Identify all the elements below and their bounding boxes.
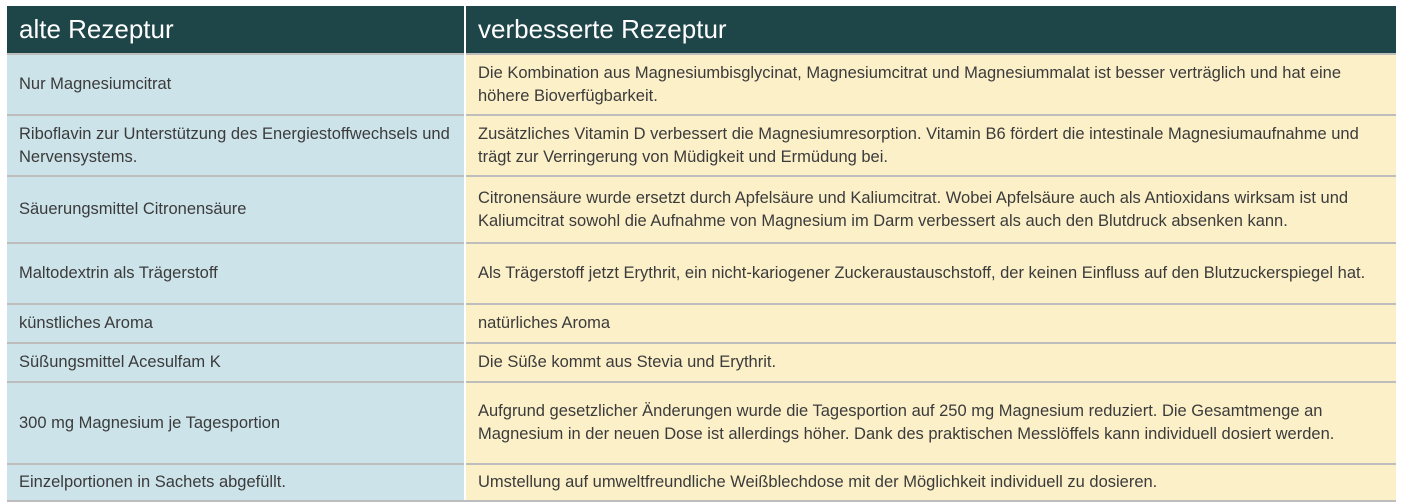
comparison-table-wrapper [7, 6, 1396, 502]
old-recipe-cell: 300 mg Magnesium je Tagesportion [7, 382, 465, 464]
new-recipe-cell: Die Kombination aus Magnesiumbisglycinat, Magnesiumcitrat und Magnesiummalat ist besser verträglich und hat eine höhere Bioverfügbarkeit. [465, 54, 1396, 115]
table-row [7, 115, 1396, 176]
header-old-recipe: alte Rezeptur [7, 6, 465, 54]
new-recipe-cell: Umstellung auf umweltfreundliche Weißblechdose mit der Möglichkeit individuell zu dosieren. [465, 464, 1396, 501]
comparison-table [7, 6, 1396, 502]
header-row [7, 6, 1396, 54]
new-recipe-cell: Die Süße kommt aus Stevia und Erythrit. [465, 343, 1396, 382]
old-recipe-cell: Nur Magnesiumcitrat [7, 54, 465, 115]
table-row [7, 464, 1396, 501]
new-recipe-cell: natürliches Aroma [465, 304, 1396, 343]
new-recipe-cell: Aufgrund gesetzlicher Änderungen wurde die Tagesportion auf 250 mg Magnesium reduziert. Die Gesamtmenge an Magnesium in der neuen Dose ist allerdings höher. Dank des praktischen Messlöffels kann individuell dosiert werden. [465, 382, 1396, 464]
table-row [7, 54, 1396, 115]
new-recipe-cell: Als Trägerstoff jetzt Erythrit, ein nicht-kariogener Zuckeraustauschstoff, der keinen Einfluss auf den Blutzuckerspiegel hat. [465, 243, 1396, 304]
new-recipe-cell: Zusätzliches Vitamin D verbessert die Magnesiumresorption. Vitamin B6 fördert die intestinale Magnesiumaufnahme und trägt zur Verringerung von Müdigkeit und Ermüdung bei. [465, 115, 1396, 176]
old-recipe-cell: Säuerungsmittel Citronensäure [7, 176, 465, 243]
old-recipe-cell: Maltodextrin als Trägerstoff [7, 243, 465, 304]
old-recipe-cell: Einzelportionen in Sachets abgefüllt. [7, 464, 465, 501]
old-recipe-cell: Riboflavin zur Unterstützung des Energiestoffwechsels und Nervensystems. [7, 115, 465, 176]
old-recipe-cell: künstliches Aroma [7, 304, 465, 343]
old-recipe-cell: Süßungsmittel Acesulfam K [7, 343, 465, 382]
header-new-recipe: verbesserte Rezeptur [465, 6, 1396, 54]
table-row [7, 304, 1396, 343]
table-body [7, 54, 1396, 501]
table-header [7, 6, 1396, 54]
new-recipe-cell: Citronensäure wurde ersetzt durch Apfelsäure und Kaliumcitrat. Wobei Apfelsäure auch als Antioxidans wirksam ist und Kaliumcitrat sowohl die Aufnahme von Magnesium im Darm verbessert als auch den Blutdruck absenken kann. [465, 176, 1396, 243]
table-row [7, 343, 1396, 382]
table-row [7, 176, 1396, 243]
table-row [7, 382, 1396, 464]
table-row [7, 243, 1396, 304]
